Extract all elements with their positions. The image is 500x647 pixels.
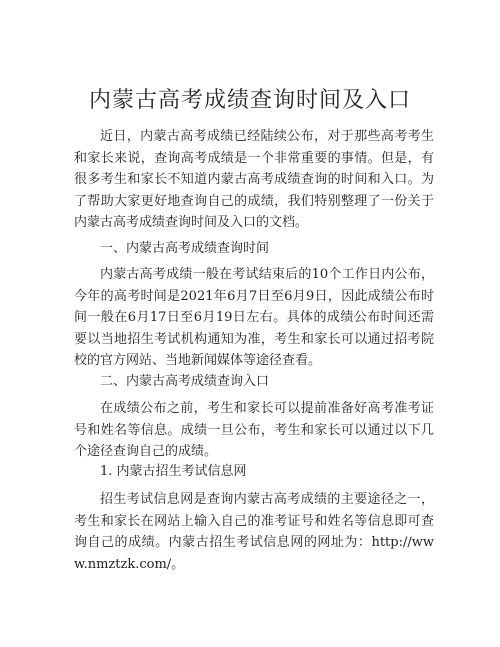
intro-paragraph: 近日，内蒙古高考成绩已经陆续公布，对于那些高考考生和家长来说，查询高考成绩是一个非常重要的事情。但是，有很多考生和家长不知道内蒙古高考成绩查询的时间和入口。为了帮助大家更好地查询自己的成绩，我们特别整理了一份关于内蒙古高考成绩查询时间及入口的文档。 (74, 129, 434, 230)
section1-heading: 一、内蒙古高考成绩查询时间 (100, 241, 270, 256)
section2-paragraph: 在成绩公布之前，考生和家长可以提前准备好高考准考证号和姓名等信息。成绩一旦公布，考生和家长可以通过以下几个途径查询自己的成绩。 (74, 401, 434, 459)
subsection1-heading: 1. 内蒙古招生考试信息网 (100, 464, 247, 479)
subsection1-paragraph: 招生考试信息网是查询内蒙古高考成绩的主要途径之一，考生和家长在网站上输入自己的准考证号和姓名等信息即可查询自己的成绩。内蒙古招生考试信息网的网址为：http://www.nmztzk.com/。 (74, 492, 434, 572)
section1-paragraph: 内蒙古高考成绩一般在考试结束后的10个工作日内公布，今年的高考时间是2021年6月7日至6月9日，因此成绩公布时间一般在6月17日至6月19日左右。具体的成绩公布时间还需要以当地招生考试机构通知为准，考生和家长可以通过招考院校的官方网站、当地新闻媒体等途径查看。 (74, 267, 434, 368)
section2-heading: 二、内蒙古高考成绩查询入口 (100, 374, 270, 389)
document-title: 内蒙古高考成绩查询时间及入口 (88, 88, 411, 113)
